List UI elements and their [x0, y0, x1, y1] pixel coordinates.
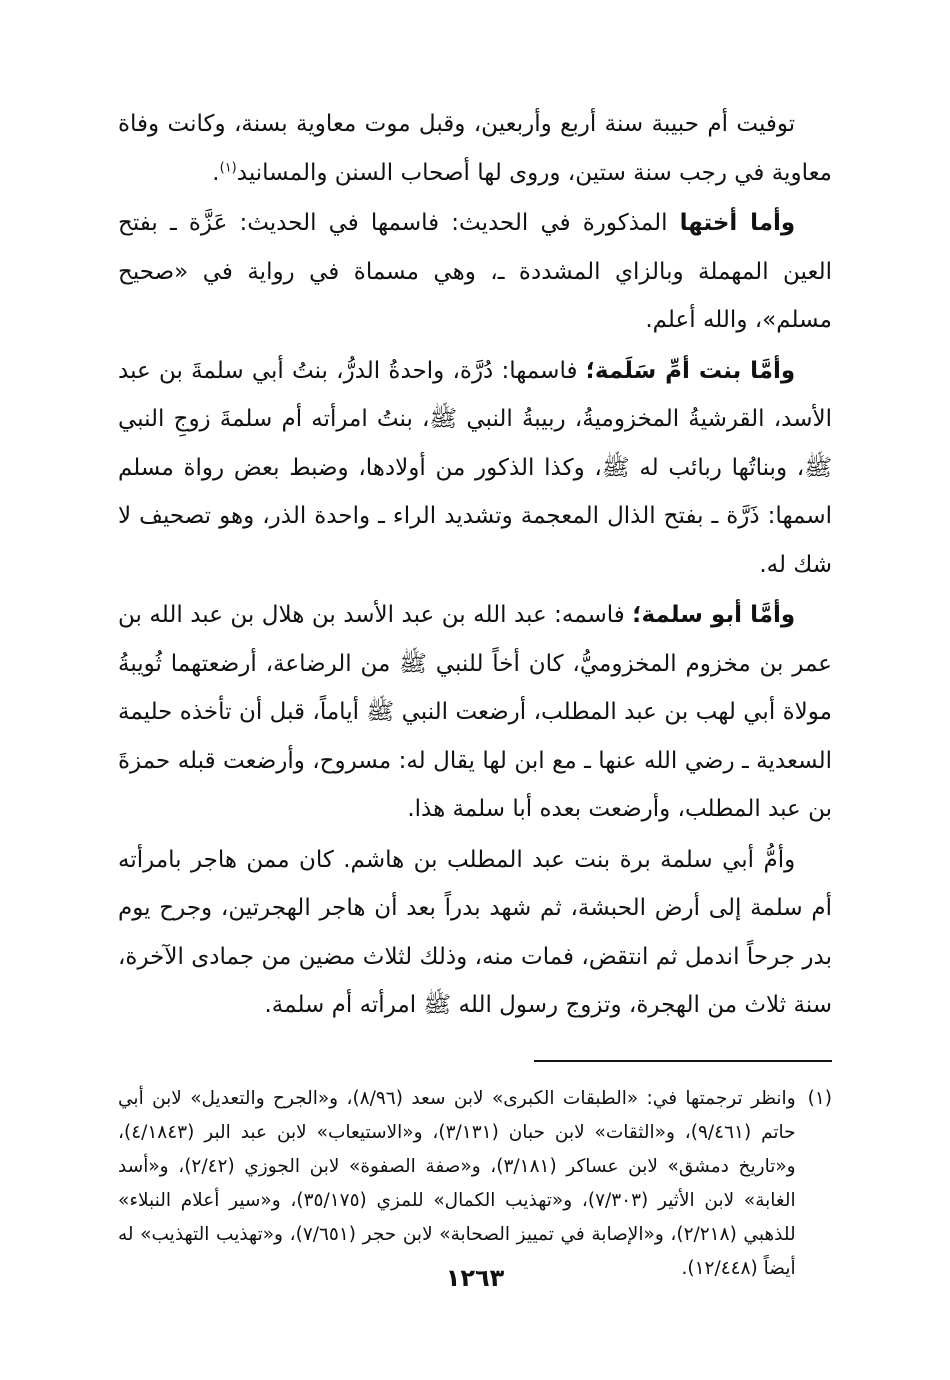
page-number: ١٢٦٣ [445, 1264, 505, 1292]
footnote-number: (١) [807, 1087, 832, 1109]
paragraph-abu-salama [118, 591, 832, 834]
paragraph-text: المذكورة في الحديث: فاسمها في الحديث: عَزَّة ـ بفتح العين المهملة وبالزاي المشددة ـ، وهي مسماة في رواية في «صحيح مسلم»، والله أعلم. [118, 210, 832, 333]
paragraph-lead: وأمَّا بنت أمِّ سَلَمة؛ [585, 357, 796, 384]
paragraph-text: فاسمه: عبد الله بن عبد الأسد بن هلال بن عبد الله بن عمر بن مخزوم المخزوميُّ، كان أخاً للنبي ﷺ من الرضاعة، أرضعتهما ثُويبةُ مولاة أبي لهب بن عبد المطلب، أرضعت النبي ﷺ أياماً، قبل أن تأخذه حليمة السعدية ـ رضي الله عنها ـ مع ابن لها يقال له: مسروح، وأرضعت قبله حمزةَ بن عبد المطلب، وأرضعت بعده أبا سلمة هذا. [118, 602, 832, 822]
main-text [118, 100, 832, 1030]
paragraph-lead: وأمَّا أبو سلمة؛ [632, 602, 796, 628]
footnote-reference[interactable]: (١) [219, 159, 237, 175]
page-content [118, 100, 832, 1286]
footnote-text: وانظر ترجمتها في: «الطبقات الكبرى» لابن سعد (٨/٩٦)، و«الجرح والتعديل» لابن أبي حاتم (٩/٤٦١)، و«الثقات» لابن حبان (٣/١٣١)، و«الاستيعاب» لابن عبد البر (٤/١٨٤٣)، و«تاريخ دمشق» لابن عساكر (٣/١٨١)، و«صفة الصفوة» لابن الجوزي (٢/٤٢)، و«أسد الغابة» لابن الأثير (٧/٣٠٣)، و«تهذيب الكمال» للمزي (٣٥/١٧٥)، و«سير أعلام النبلاء» للذهبي (٢/٢١٨)، و«الإصابة في تمييز الصحابة» لابن حجر (٧/٦٥١)، و«تهذيب التهذيب» له أيضاً (١٢/٤٤٨). [118, 1087, 796, 1279]
paragraph-daughter-of-umm-salama [118, 347, 832, 590]
paragraph-text: توفيت أم حبيبة سنة أربع وأربعين، وقبل موت معاوية بسنة، وكانت وفاة معاوية في رجب سنة ستين، وروى لها أصحاب السنن والمسانيد [118, 111, 832, 186]
paragraph-text: فاسمها: دُرَّة، واحدةُ الدرُّ، بنتُ أبي سلمةَ بن عبد الأسد، القرشيةُ المخزوميةُ، ربيبةُ النبي ﷺ، بنتُ امرأته أم سلمةَ زوجِ النبي ﷺ، وبناتُها ربائب له ﷺ، وكذا الذكور من أولادها، وضبط بعض رواة مسلم اسمها: ذَرَّة ـ بفتح الذال المعجمة وتشديد الراء ـ واحدة الذر، وهو تصحيف لا شك له. [118, 357, 832, 578]
paragraph-mother-of-abu-salama [118, 836, 832, 1030]
paragraph-text: وأمُّ أبي سلمة برة بنت عبد المطلب بن هاشم. كان ممن هاجر بامرأته أم سلمة إلى أرض الحبشة، ثم شهد بدراً بعد أن هاجر الهجرتين، وجرح يوم بدر جرحاً اندمل ثم انتقض، فمات منه، وذلك لثلاث مضين من جمادى الآخرة، سنة ثلاث من الهجرة، وتزوج رسول الله ﷺ امرأته أم سلمة. [118, 846, 832, 1018]
paragraph-her-sister [118, 199, 832, 345]
paragraph-lead: وأما أختها [679, 210, 796, 236]
footnotes [118, 1082, 832, 1286]
footnote-separator [534, 1060, 832, 1062]
footnote [118, 1082, 832, 1286]
paragraph-umm-habiba-death [118, 100, 832, 197]
paragraph-end: . [212, 159, 220, 186]
